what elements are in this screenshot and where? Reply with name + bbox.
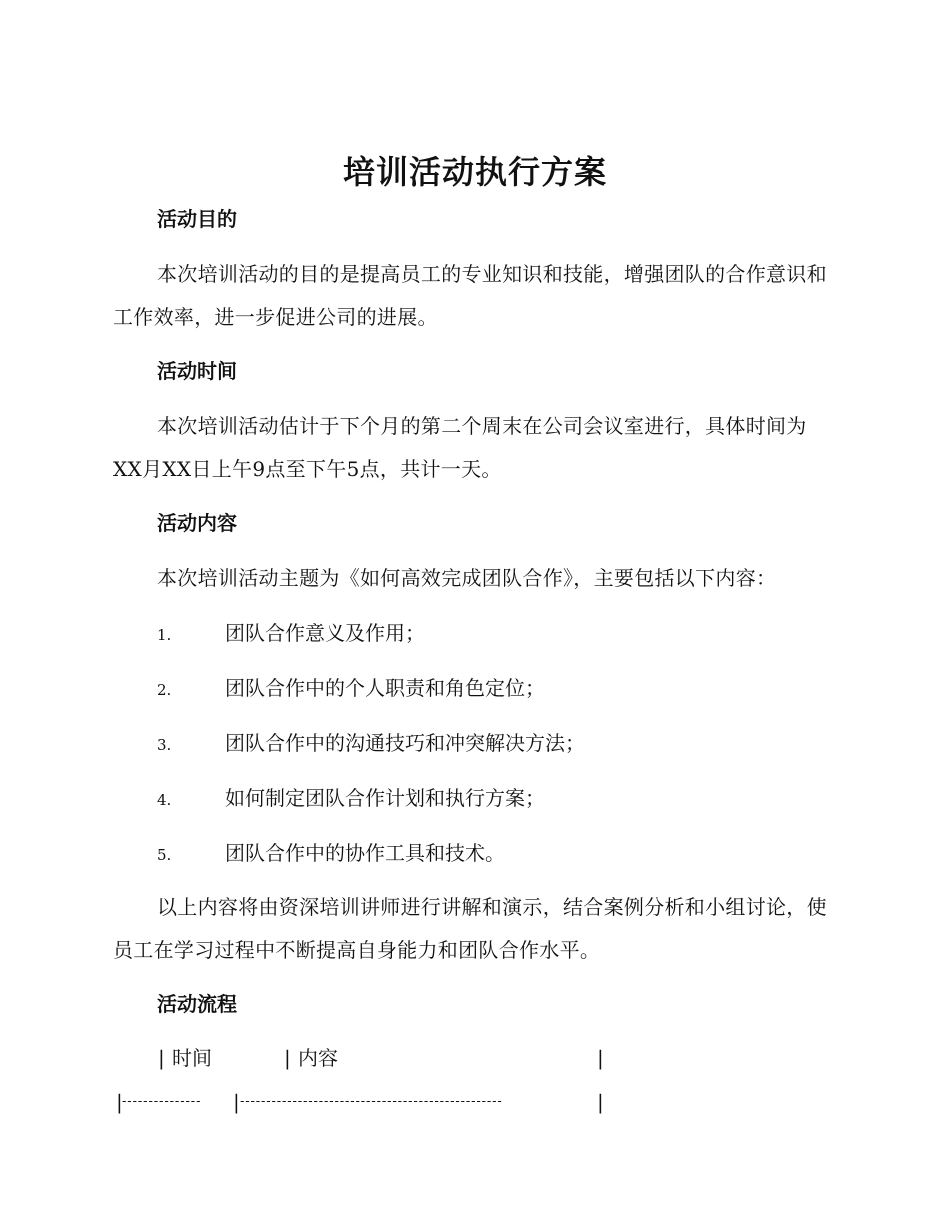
table-pipe: | (284, 1046, 291, 1070)
list-number: 2. (157, 681, 172, 699)
list-number: 5. (157, 846, 172, 864)
section-heading-content: 活动内容 (157, 511, 237, 535)
list-number: 4. (157, 791, 172, 809)
table-pipe: | (116, 1090, 123, 1114)
list-number: 1. (157, 626, 172, 644)
table-separator-left: --------------- (122, 1094, 202, 1109)
paragraph-content-summary: 以上内容将由资深培训讲师进行讲解和演示，结合案例分析和小组讨论，使员工在学习过程中不断提高自身能力和团队合作水平。 (113, 895, 827, 962)
table-pipe: | (597, 1090, 604, 1114)
table-pipe: | (597, 1046, 604, 1070)
table-pipe: | (158, 1046, 165, 1070)
list-text: 如何制定团队合作计划和执行方案； (225, 786, 545, 810)
list-text: 团队合作中的协作工具和技术。 (225, 841, 505, 865)
table-header-content: 内容 (298, 1046, 338, 1070)
list-text: 团队合作中的个人职责和角色定位； (225, 676, 545, 700)
page-title: 培训活动执行方案 (342, 153, 607, 191)
list-text: 团队合作意义及作用； (225, 621, 425, 645)
table-header-time: 时间 (172, 1046, 212, 1070)
section-heading-process: 活动流程 (157, 992, 237, 1016)
paragraph-time: 本次培训活动估计于下个月的第二个周末在公司会议室进行，具体时间为XX月XX日上午9点至下午5点，共计一天。 (113, 414, 807, 481)
paragraph-purpose: 本次培训活动的目的是提高员工的专业知识和技能，增强团队的合作意识和工作效率，进一步促进公司的进展。 (113, 262, 827, 329)
section-heading-purpose: 活动目的 (157, 207, 237, 231)
list-number: 3. (157, 736, 172, 754)
paragraph-content-intro: 本次培训活动主题为《如何高效完成团队合作》，主要包括以下内容： (157, 566, 777, 590)
section-heading-time: 活动时间 (157, 359, 237, 383)
table-pipe: | (233, 1090, 240, 1114)
list-text: 团队合作中的沟通技巧和冲突解决方法； (225, 731, 585, 755)
table-separator-right: -------------------------------------------------- (240, 1094, 503, 1109)
